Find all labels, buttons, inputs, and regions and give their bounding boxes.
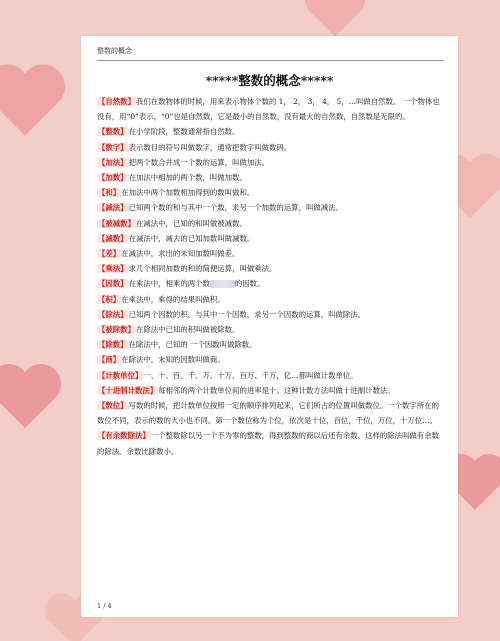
header-divider (97, 60, 444, 61)
entry-division-with-remainder (97, 428, 444, 458)
entry-addend (97, 170, 444, 185)
term-label: 【被减数】 (98, 218, 135, 228)
entry-subtrahend (97, 231, 444, 246)
page-number: 1 / 4 (97, 602, 112, 610)
term-definition: 已知两个因数的积，与其中一个因数，求另一个因数的运算，叫做除法。 (128, 309, 366, 319)
term-definition: 在加法中两个加数相加得到的数叫做和。 (121, 188, 255, 198)
term-definition: 在减法中，求出的未知加数叫做差。 (121, 249, 240, 259)
term-definition: 在小学阶段，整数通常指自然数。 (128, 127, 240, 137)
heart-decoration-icon (300, 0, 370, 40)
term-label: 【十进制计数法】 (98, 385, 158, 395)
entry-factor (97, 276, 444, 291)
term-definition: 在除法中，已知的 一个因数叫做除数。 (128, 340, 257, 350)
term-label: 【自然数】 (98, 97, 135, 106)
entry-place-value (97, 398, 444, 428)
entry-decimal-system (97, 383, 444, 398)
document-title: *****整数的概念***** (205, 73, 334, 88)
term-label: 【被除数】 (98, 325, 135, 335)
term-label: 【整数】 (98, 127, 128, 137)
heart-decoration-icon (0, 360, 65, 432)
term-label: 【减数】 (98, 233, 128, 243)
running-header: 整数的概念 (97, 47, 132, 55)
entry-division (97, 307, 444, 322)
term-label: 【数位】 (98, 401, 128, 411)
term-label: 【减法】 (98, 203, 128, 213)
term-label: 【积】 (98, 294, 121, 304)
term-definition: 把两个数合并成一个数的运算，叫做加法。 (128, 157, 270, 167)
term-definition: 在除法中已知的积叫做被除数。 (135, 325, 240, 335)
entry-divisor (97, 337, 444, 352)
term-label: 【加法】 (98, 157, 128, 167)
term-label: 【除数】 (98, 340, 128, 350)
entry-dividend (97, 322, 444, 337)
term-definition: 一、十、百、千、万、十万、百万、千万，亿…都叫做计数单位。 (143, 370, 358, 380)
term-label: 【有余数除法】 (98, 431, 150, 441)
entry-integer (97, 124, 444, 139)
entry-subtraction (97, 200, 444, 215)
entry-minuend (97, 216, 444, 231)
term-definition: 在减法中，减去的已知加数叫做减数。 (128, 233, 255, 243)
term-label: 【因数】 (98, 279, 128, 289)
term-definition-start: 在乘法中，相乘的两个数 (128, 279, 210, 289)
entry-addition (97, 155, 444, 170)
term-definition: 在减法中，已知的和叫做被减数。 (135, 218, 247, 228)
term-definition: 求几个相同加数的和的简便运算，叫做乘法。 (128, 264, 277, 274)
term-definition: 我们在数物体的时候，用来表示物体个数的 1， 2， 3， 4， 5，…叫做自然数。 一个物体也没有，用“0”表示，“0”也是自然数，它是最小的自然数，没有最大的自然数，自然数是无限的。 (97, 97, 440, 122)
term-label: 【除法】 (98, 309, 128, 319)
entry-difference (97, 246, 444, 261)
term-definition: 写数的时候，把计数单位按照一定的顺序排列起来，它们所占的位置叫做数位。一个数字所在的数位不同，表示的数的大小也不同。第一个数位称为个位，依次是十位，百位，千位，万位，十万位…。 (97, 401, 439, 426)
term-label: 【加数】 (98, 173, 128, 183)
term-definition: 表示数目的符号叫做数字，通常把数字叫做数码。 (128, 142, 292, 152)
entry-sum (97, 185, 444, 200)
term-label: 【和】 (98, 188, 121, 198)
term-definition: 每相邻的两个计数单位间的进率是十。这种计数方法叫做十进制计数法。 (158, 385, 395, 395)
term-definition: 在除法中，未知的因数叫做商。 (121, 355, 225, 365)
entry-counting-unit (97, 368, 444, 383)
heart-decoration-icon (0, 60, 70, 140)
term-definition: 在乘法中，乘得的结果叫做积。 (121, 294, 225, 304)
term-label: 【数字】 (98, 142, 128, 152)
term-label: 【商】 (98, 355, 121, 365)
term-label: 【计数单位】 (98, 370, 143, 380)
entry-quotient (97, 352, 444, 367)
entry-digit (97, 140, 444, 155)
term-definition: 已知两个数的和与其中一个数，求另一个加数的运算，叫做减法。 (128, 203, 343, 213)
term-label: 【差】 (98, 249, 121, 259)
obscured-text-smudge (210, 280, 235, 288)
term-label: 【乘法】 (98, 264, 128, 274)
term-definition: 在加法中相加的两个数，叫做加数。 (128, 173, 247, 183)
entry-product (97, 292, 444, 307)
entry-multiplication (97, 261, 444, 276)
document-page (81, 36, 458, 617)
term-definition: 一个整数除以另一个不为零的整数，得到整数的商以后还有余数，这样的除法叫做有余数的除法。余数比除数小。 (97, 431, 439, 456)
entry-natural-number (97, 94, 444, 124)
document-body (97, 94, 444, 459)
term-definition-end: 的因数。 (234, 279, 265, 289)
